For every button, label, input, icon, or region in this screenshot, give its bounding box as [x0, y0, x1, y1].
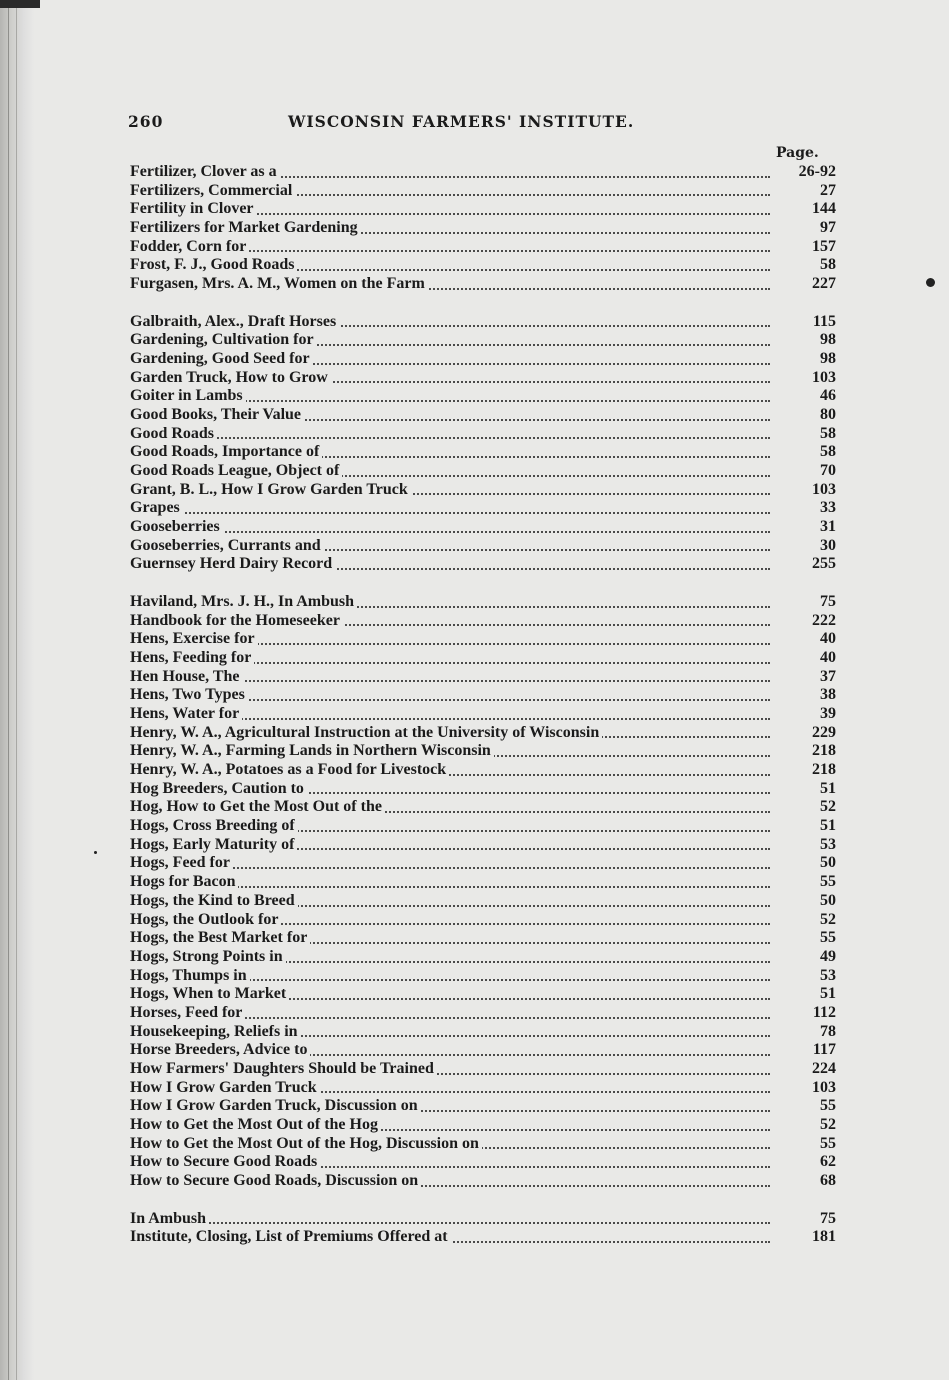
entry-text: [130, 686, 770, 705]
index-entry: [40, 892, 949, 911]
entry-text: [130, 369, 770, 388]
index-entry: [40, 425, 949, 444]
entry-page-number: 227: [812, 275, 836, 293]
entry-page-number: 50: [820, 891, 836, 909]
entry-text: [130, 1004, 770, 1023]
entry-label: Hogs for Bacon: [130, 873, 238, 890]
dot-leader: [130, 1222, 770, 1224]
entry-page-number: 26-92: [798, 163, 836, 180]
index-entry: [40, 948, 949, 967]
entry-text: [130, 742, 770, 761]
index-entry: [40, 518, 949, 537]
entry-text: [130, 668, 770, 687]
index-entry: [40, 929, 949, 948]
index-entry: [40, 873, 949, 892]
entry-text: [130, 649, 770, 668]
dot-leader: [130, 512, 770, 514]
entry-page-number: 70: [820, 462, 836, 479]
entry-page-number: 58: [820, 424, 836, 442]
entry-text: [130, 350, 770, 369]
entry-page-number: 27: [820, 181, 836, 199]
index-entry: [40, 798, 949, 817]
entry-label: Handbook for the Homeseeker: [130, 612, 343, 629]
dot-leader: [130, 437, 770, 439]
entry-text: [130, 219, 770, 238]
entry-label: Hogs, Cross Breeding of: [130, 817, 298, 834]
entry-text: [130, 1079, 770, 1098]
entry-page-number: 75: [820, 592, 836, 610]
entry-text: [130, 499, 770, 518]
entry-label: Hogs, Strong Points in: [130, 948, 286, 965]
entry-text: [130, 1097, 770, 1116]
index-entry: [40, 1135, 949, 1154]
spine-edge-line: [16, 0, 17, 1380]
entry-label: How to Get the Most Out of the Hog, Discussion on: [130, 1135, 482, 1152]
entry-page-number: 55: [820, 873, 836, 891]
entry-label: Fertilizer, Clover as a: [130, 163, 280, 180]
entry-page-number: 181: [812, 1228, 836, 1246]
index-entry: [40, 612, 949, 631]
entry-text: [130, 1023, 770, 1042]
index-entry: [40, 967, 949, 986]
entry-text: [130, 761, 770, 780]
index-entry: [40, 499, 949, 518]
book-spine-shadow: [0, 0, 34, 1380]
dot-leader: [130, 531, 770, 533]
entry-text: [130, 1153, 770, 1172]
index-entry: [40, 406, 949, 425]
entry-label: Hens, Exercise for: [130, 630, 258, 647]
entry-label: How to Secure Good Roads: [130, 1153, 320, 1170]
entry-page-number: 58: [820, 443, 836, 461]
entry-text: [130, 238, 770, 257]
entry-label: How I Grow Garden Truck: [130, 1079, 320, 1096]
entry-page-number: 50: [820, 854, 836, 872]
entry-page-number: 49: [820, 947, 836, 965]
entry-page-number: 58: [820, 256, 836, 274]
entry-text: [130, 518, 770, 537]
entry-label: Horse Breeders, Advice to: [130, 1041, 310, 1058]
index-entry: [40, 238, 949, 257]
entry-label: Haviland, Mrs. J. H., In Ambush: [130, 593, 357, 610]
entry-text: [130, 406, 770, 425]
entry-page-number: 222: [812, 611, 836, 629]
entry-page-number: 78: [820, 1022, 836, 1040]
entry-label: Good Roads League, Object of: [130, 462, 342, 479]
index-page: [40, 0, 949, 1380]
entry-page-number: 53: [820, 835, 836, 853]
entry-text: [130, 911, 770, 930]
entry-label: Fodder, Corn for: [130, 238, 249, 255]
index-entry: [40, 985, 949, 1004]
entry-text: [130, 798, 770, 817]
entry-label: Good Books, Their Value: [130, 406, 304, 423]
entry-page-number: 255: [812, 555, 836, 573]
entry-label: How to Get the Most Out of the Hog: [130, 1116, 381, 1133]
entry-text: [130, 481, 770, 500]
entry-label: Horses, Feed for: [130, 1004, 245, 1021]
index-entry: [40, 462, 949, 481]
entry-label: Hog Breeders, Caution to: [130, 780, 307, 797]
entry-page-number: 52: [820, 910, 836, 928]
entry-text: [130, 1041, 770, 1060]
entry-text: [130, 1172, 770, 1191]
entry-label: Gardening, Good Seed for: [130, 350, 313, 367]
entry-text: [130, 537, 770, 556]
entry-label: Hens, Water for: [130, 705, 242, 722]
index-entry: [40, 1153, 949, 1172]
entry-text: [130, 163, 770, 182]
entry-page-number: 55: [820, 1134, 836, 1152]
entry-label: Grapes: [130, 499, 183, 516]
entry-label: Henry, W. A., Agricultural Instruction at the University of Wisconsin: [130, 724, 602, 741]
entry-text: [130, 985, 770, 1004]
entry-text: [130, 443, 770, 462]
index-entry: [40, 705, 949, 724]
index-entry: [40, 1023, 949, 1042]
index-entry: [40, 668, 949, 687]
entry-label: Hen House, The: [130, 668, 243, 685]
entry-page-number: 75: [820, 1209, 836, 1227]
entry-page-number: 37: [820, 667, 836, 685]
index-entry: [40, 780, 949, 799]
index-entry: [40, 1079, 949, 1098]
entry-label: Henry, W. A., Potatoes as a Food for Livestock: [130, 761, 449, 778]
index-entry: [40, 686, 949, 705]
index-entries: [40, 163, 949, 1247]
index-entry: [40, 593, 949, 612]
entry-label: Hens, Feeding for: [130, 649, 254, 666]
entry-label: Hogs, the Kind to Breed: [130, 892, 298, 909]
index-entry: [40, 387, 949, 406]
entry-label: Fertilizers, Commercial: [130, 182, 295, 199]
entry-text: [130, 462, 770, 481]
index-entry: [40, 163, 949, 182]
entry-label: Gooseberries, Currants and: [130, 537, 324, 554]
entry-text: [130, 1228, 770, 1247]
index-entry: [40, 761, 949, 780]
entry-text: [130, 182, 770, 201]
index-entry: [40, 854, 949, 873]
entry-page-number: 31: [820, 518, 836, 536]
entry-page-number: 51: [820, 779, 836, 797]
index-entry: [40, 369, 949, 388]
index-entry: [40, 1228, 949, 1247]
entry-label: Garden Truck, How to Grow: [130, 369, 331, 386]
entry-label: Frost, F. J., Good Roads: [130, 256, 297, 273]
running-header: [128, 112, 708, 134]
entry-page-number: 40: [820, 648, 836, 666]
entry-page-number: 53: [820, 966, 836, 984]
entry-page-number: 55: [820, 929, 836, 947]
entry-label: Galbraith, Alex., Draft Horses: [130, 313, 339, 330]
index-entry: [40, 817, 949, 836]
entry-text: [130, 425, 770, 444]
entry-page-number: 55: [820, 1097, 836, 1115]
entry-page-number: 52: [820, 798, 836, 816]
entry-page-number: 52: [820, 1116, 836, 1134]
entry-label: Fertilizers for Market Gardening: [130, 219, 361, 236]
entry-page-number: 157: [812, 237, 836, 255]
entry-text: [130, 1060, 770, 1079]
entry-page-number: 224: [812, 1060, 836, 1077]
entry-label: Grant, B. L., How I Grow Garden Truck: [130, 481, 411, 498]
entry-page-number: 46: [820, 387, 836, 405]
entry-label: Housekeeping, Reliefs in: [130, 1023, 301, 1040]
entry-label: Hogs, Early Maturity of: [130, 836, 297, 853]
entry-label: Hog, How to Get the Most Out of the: [130, 798, 385, 815]
entry-page-number: 115: [812, 312, 836, 330]
entry-text: [130, 705, 770, 724]
margin-dot: [926, 278, 935, 287]
entry-text: [130, 929, 770, 948]
index-entry: [40, 331, 949, 350]
index-entry: [40, 724, 949, 743]
spine-edge-line: [8, 0, 9, 1380]
entry-page-number: 112: [812, 1003, 836, 1021]
index-entry: [40, 1210, 949, 1229]
index-entry: [40, 182, 949, 201]
entry-page-number: 97: [820, 219, 836, 237]
entry-text: [130, 630, 770, 649]
entry-label: Hens, Two Types: [130, 686, 248, 703]
index-entry: [40, 256, 949, 275]
margin-dot: [94, 851, 97, 854]
entry-page-number: 51: [820, 817, 836, 835]
entry-page-number: 218: [812, 742, 836, 760]
entry-page-number: 51: [820, 985, 836, 1003]
entry-label: In Ambush: [130, 1210, 209, 1227]
entry-label: Hogs, the Best Market for: [130, 929, 310, 946]
entry-text: [130, 724, 770, 743]
entry-label: Guernsey Herd Dairy Record: [130, 555, 335, 572]
entry-label: Hogs, Thumps in: [130, 967, 250, 984]
index-entry: [40, 1041, 949, 1060]
index-entry: [40, 481, 949, 500]
entry-label: Institute, Closing, List of Premiums Offered at: [130, 1228, 451, 1245]
entry-text: [130, 892, 770, 911]
index-entry: [40, 1097, 949, 1116]
index-entry: [40, 742, 949, 761]
entry-page-number: 80: [820, 405, 836, 423]
entry-label: Good Roads, Importance of: [130, 443, 322, 460]
entry-text: [130, 873, 770, 892]
index-letter-group: [40, 313, 949, 575]
page-column-label: Page.: [776, 145, 819, 161]
index-entry: [40, 911, 949, 930]
page-number: 260: [128, 112, 164, 131]
entry-page-number: 144: [812, 200, 836, 218]
entry-page-number: 68: [820, 1172, 836, 1190]
entry-page-number: 30: [820, 536, 836, 554]
entry-text: [130, 612, 770, 631]
entry-label: How to Secure Good Roads, Discussion on: [130, 1172, 421, 1189]
entry-page-number: 218: [812, 761, 836, 778]
entry-text: [130, 331, 770, 350]
entry-text: [130, 836, 770, 855]
index-entry: [40, 649, 949, 668]
index-entry: [40, 219, 949, 238]
entry-text: [130, 817, 770, 836]
entry-label: Hogs, Feed for: [130, 854, 233, 871]
entry-label: Gardening, Cultivation for: [130, 331, 317, 348]
running-title: WISCONSIN FARMERS' INSTITUTE.: [288, 112, 635, 131]
entry-label: Furgasen, Mrs. A. M., Women on the Farm: [130, 275, 428, 292]
entry-label: Hogs, When to Market: [130, 985, 289, 1002]
entry-page-number: 103: [812, 480, 836, 498]
entry-text: [130, 275, 770, 294]
entry-page-number: 98: [820, 349, 836, 367]
index-entry: [40, 1172, 949, 1191]
entry-page-number: 62: [820, 1153, 836, 1171]
index-letter-group: [40, 1210, 949, 1247]
entry-label: Gooseberries: [130, 518, 223, 535]
index-entry: [40, 1004, 949, 1023]
index-entry: [40, 275, 949, 294]
index-entry: [40, 555, 949, 574]
entry-text: [130, 593, 770, 612]
index-entry: [40, 313, 949, 332]
entry-text: [130, 854, 770, 873]
entry-page-number: 103: [812, 368, 836, 386]
entry-text: [130, 313, 770, 332]
entry-label: How I Grow Garden Truck, Discussion on: [130, 1097, 421, 1114]
entry-text: [130, 967, 770, 986]
entry-label: Good Roads: [130, 425, 217, 442]
entry-label: How Farmers' Daughters Should be Trained: [130, 1060, 437, 1077]
entry-page-number: 229: [812, 723, 836, 741]
entry-text: [130, 200, 770, 219]
index-entry: [40, 537, 949, 556]
entry-page-number: 33: [820, 499, 836, 517]
entry-page-number: 103: [812, 1078, 836, 1096]
index-entry: [40, 443, 949, 462]
entry-text: [130, 256, 770, 275]
index-entry: [40, 1116, 949, 1135]
entry-text: [130, 1116, 770, 1135]
entry-text: [130, 555, 770, 574]
entry-text: [130, 387, 770, 406]
entry-page-number: 38: [820, 686, 836, 704]
entry-label: Goiter in Lambs: [130, 387, 246, 404]
index-entry: [40, 350, 949, 369]
index-entry: [40, 836, 949, 855]
index-letter-group: [40, 593, 949, 1191]
entry-text: [130, 780, 770, 799]
index-letter-group: [40, 163, 949, 294]
scan-corner-mark: [0, 0, 40, 8]
entry-page-number: 40: [820, 630, 836, 648]
entry-label: Henry, W. A., Farming Lands in Northern Wisconsin: [130, 742, 494, 759]
entry-label: Fertility in Clover: [130, 200, 257, 217]
entry-text: [130, 948, 770, 967]
entry-text: [130, 1210, 770, 1229]
entry-text: [130, 1135, 770, 1154]
entry-page-number: 98: [820, 331, 836, 349]
entry-page-number: 39: [820, 704, 836, 722]
index-entry: [40, 630, 949, 649]
index-entry: [40, 1060, 949, 1079]
entry-page-number: 117: [812, 1041, 836, 1059]
index-entry: [40, 200, 949, 219]
entry-label: Hogs, the Outlook for: [130, 911, 281, 928]
